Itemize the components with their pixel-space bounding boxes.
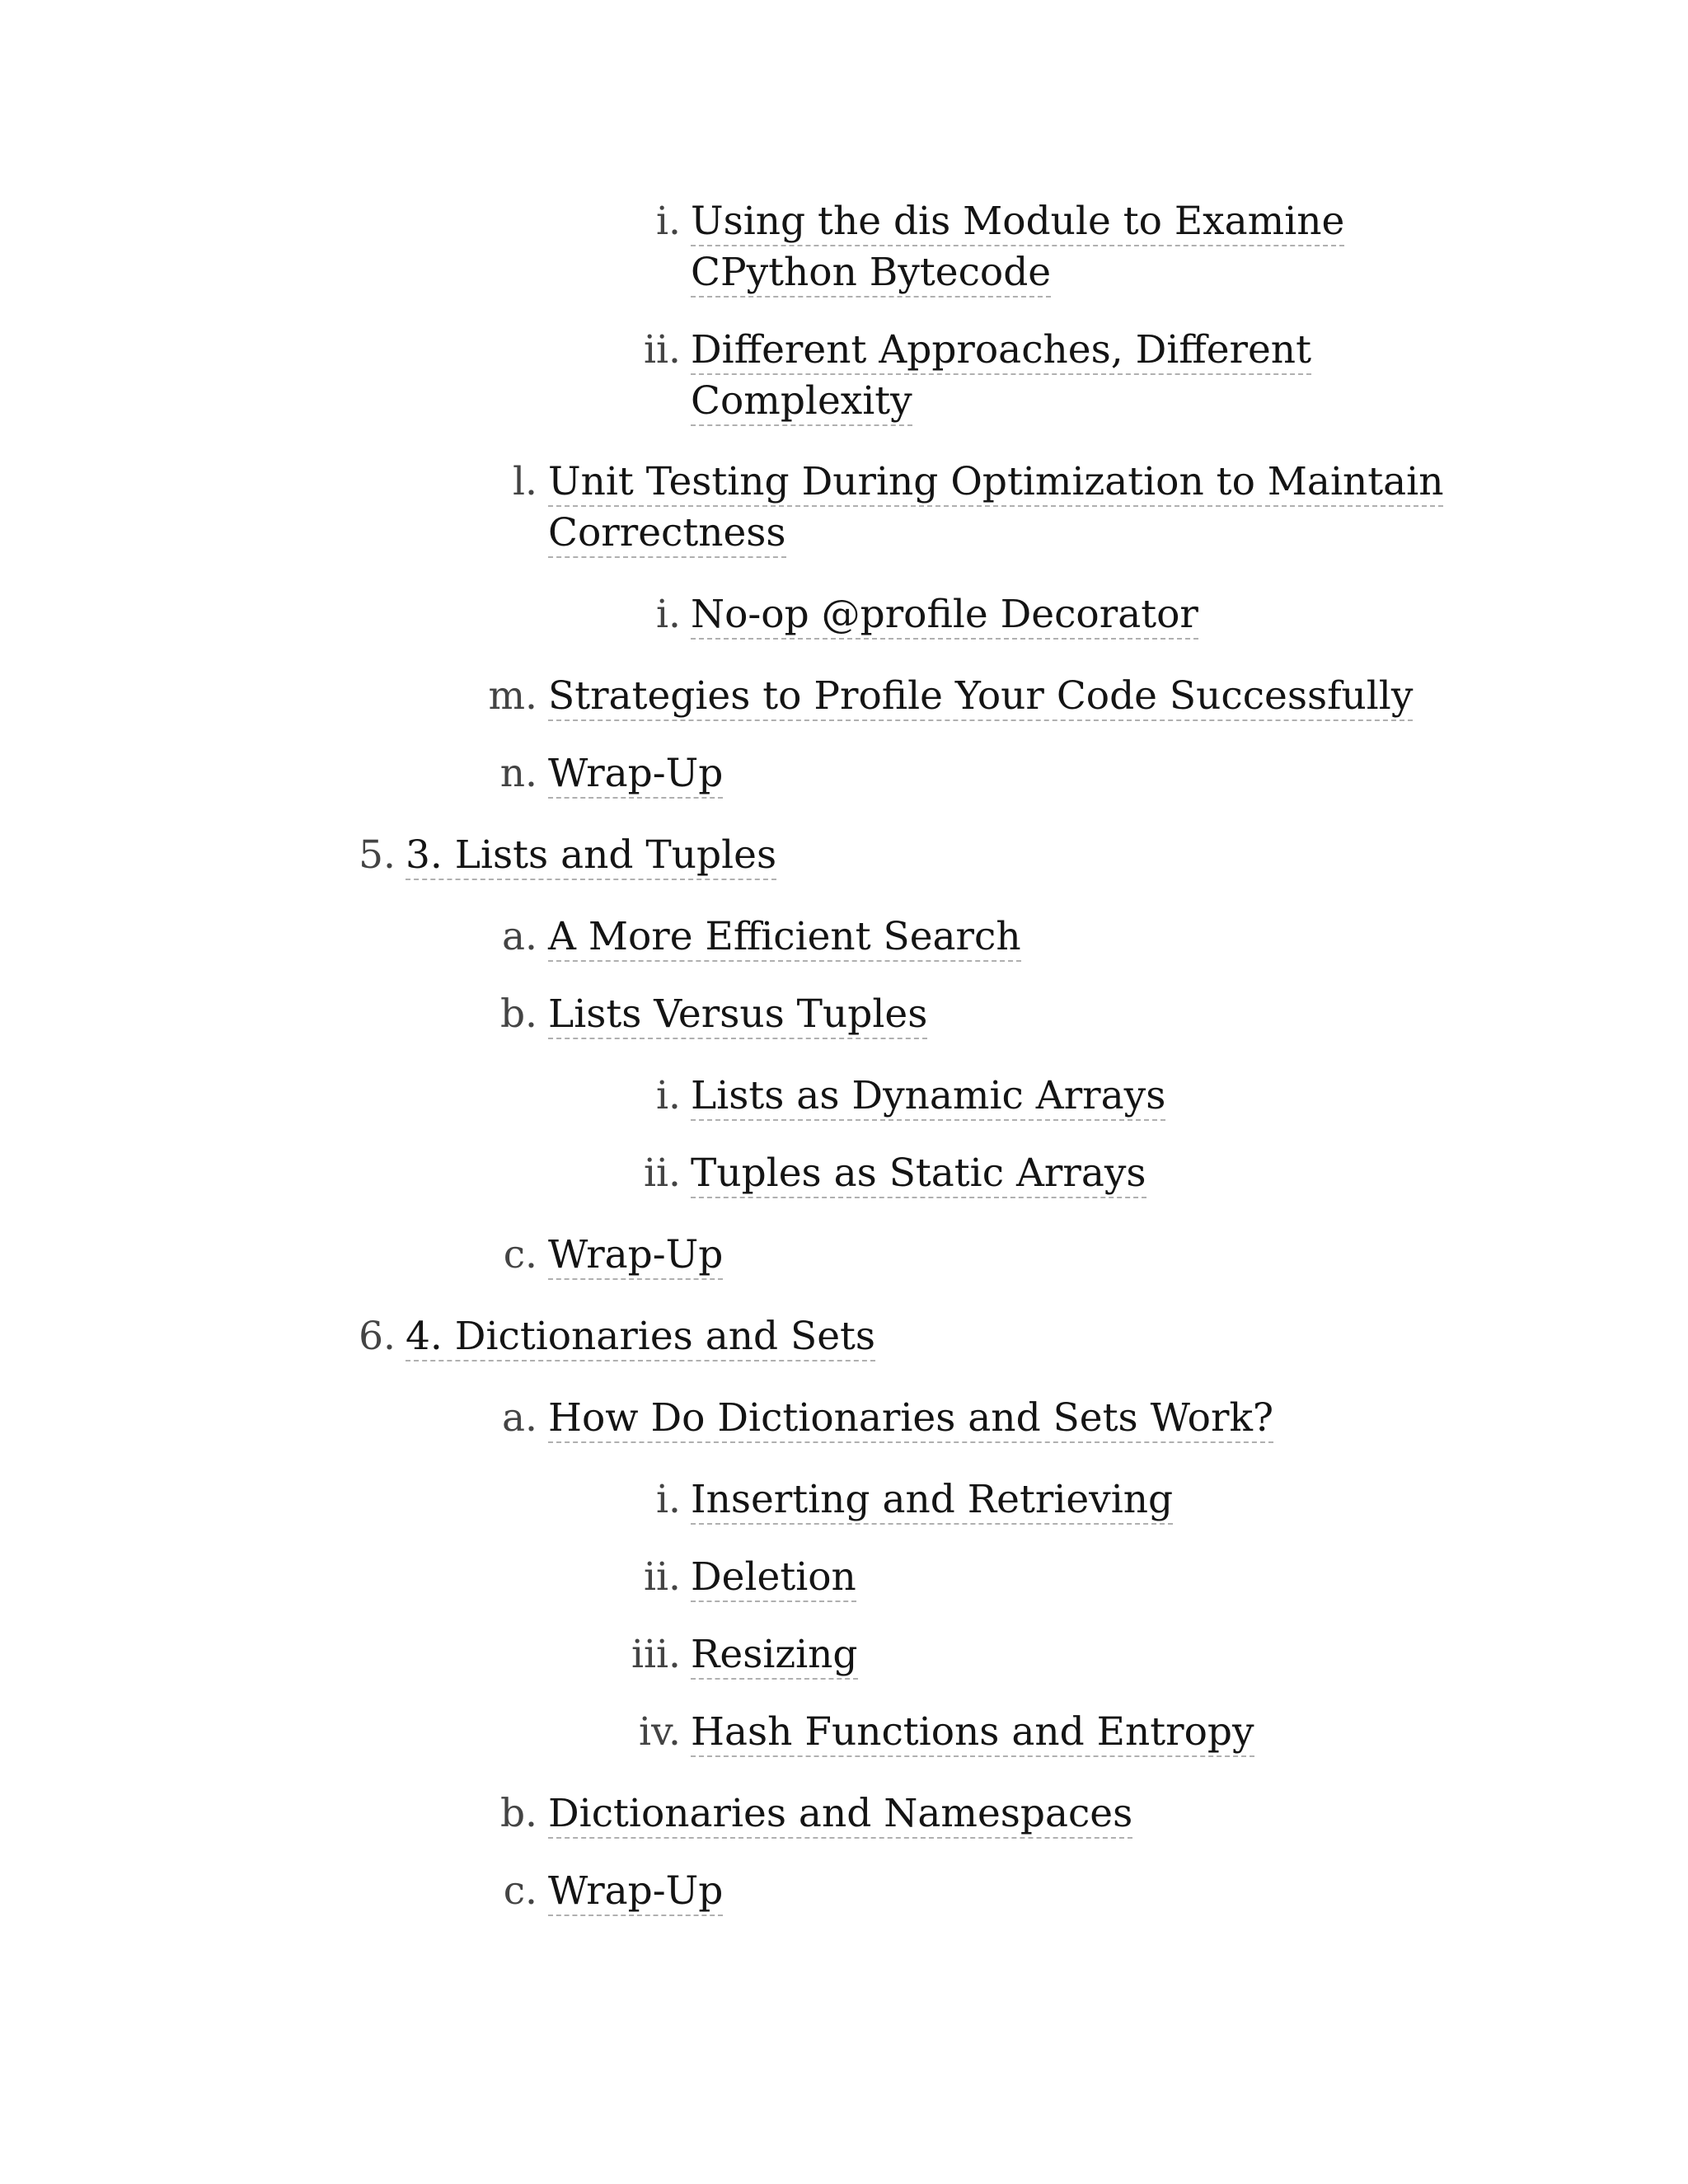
list-marker: l. [513,459,537,504]
toc-entry-wrap-up-lists [503,1230,1455,1281]
toc-link-dictionaries-namespaces[interactable]: Dictionaries and Namespaces [548,1788,1455,1840]
toc-entry-dictionaries-namespaces [499,1788,1455,1840]
toc-link-lists-and-tuples[interactable]: 3. Lists and Tuples [406,830,1312,881]
toc-entry-wrap-up-dictionaries [503,1866,1455,1917]
toc-entry-dynamic-arrays [656,1071,1383,1122]
toc-entry-efficient-search [502,912,1455,963]
list-marker: iii. [631,1632,681,1677]
list-marker: ii. [643,1554,681,1600]
toc-link-different-approaches[interactable]: Different Approaches, Different Complexity [691,325,1383,427]
toc-entry-dictionaries-and-sets [359,1311,1312,1362]
list-marker: a. [502,1395,537,1441]
toc-entry-noop-profile [656,589,1383,640]
list-marker: ii. [643,1151,681,1196]
toc-entry-deletion [643,1552,1383,1603]
toc-entry-unit-testing [513,457,1455,559]
list-marker: m. [488,673,537,719]
toc-link-hash-functions[interactable]: Hash Functions and Entropy [691,1707,1383,1758]
toc-entry-how-do-dictionaries-work [502,1393,1455,1444]
list-marker: i. [656,199,681,244]
toc-link-deletion[interactable]: Deletion [691,1552,1383,1603]
list-marker: iv. [639,1709,681,1755]
toc-entry-dis-module [656,196,1383,298]
toc-link-wrap-up-dictionaries[interactable]: Wrap-Up [548,1866,1455,1917]
list-marker: b. [499,991,537,1037]
toc-link-lists-versus-tuples[interactable]: Lists Versus Tuples [548,989,1455,1040]
list-marker: n. [499,751,537,796]
toc-entry-wrap-up-profiling [499,748,1455,799]
toc-link-dictionaries-and-sets[interactable]: 4. Dictionaries and Sets [406,1311,1312,1362]
list-marker: i. [656,592,681,637]
toc-link-dynamic-arrays[interactable]: Lists as Dynamic Arrays [691,1071,1383,1122]
list-marker: b. [499,1791,537,1836]
toc-link-resizing[interactable]: Resizing [691,1629,1383,1680]
list-marker: 5. [359,832,396,878]
toc-link-efficient-search[interactable]: A More Efficient Search [548,912,1455,963]
toc-entry-static-arrays [643,1148,1383,1199]
toc-link-noop-profile[interactable]: No-op @profile Decorator [691,589,1383,640]
list-marker: i. [656,1073,681,1118]
list-marker: ii. [643,327,681,373]
toc-link-how-do-dictionaries-work[interactable]: How Do Dictionaries and Sets Work? [548,1393,1455,1444]
toc-entry-resizing [631,1629,1383,1680]
list-marker: a. [502,914,537,959]
toc-link-strategies[interactable]: Strategies to Profile Your Code Successfully [548,671,1455,722]
toc-entry-hash-functions [639,1707,1383,1758]
toc-entry-different-approaches [643,325,1383,427]
toc-link-dis-module[interactable]: Using the dis Module to Examine CPython Bytecode [691,196,1383,298]
list-marker: c. [503,1232,537,1277]
list-marker: i. [656,1477,681,1522]
toc-link-wrap-up-lists[interactable]: Wrap-Up [548,1230,1455,1281]
toc-link-inserting-retrieving[interactable]: Inserting and Retrieving [691,1474,1383,1526]
toc-link-wrap-up-profiling[interactable]: Wrap-Up [548,748,1455,799]
toc-entry-strategies [488,671,1455,722]
toc-entry-lists-versus-tuples [499,989,1455,1040]
toc-entry-inserting-retrieving [656,1474,1383,1526]
toc-entry-lists-and-tuples [359,830,1312,881]
list-marker: 6. [359,1314,396,1359]
list-marker: c. [503,1868,537,1914]
toc-link-unit-testing[interactable]: Unit Testing During Optimization to Maintain Correctness [548,457,1455,559]
toc-link-static-arrays[interactable]: Tuples as Static Arrays [691,1148,1383,1199]
